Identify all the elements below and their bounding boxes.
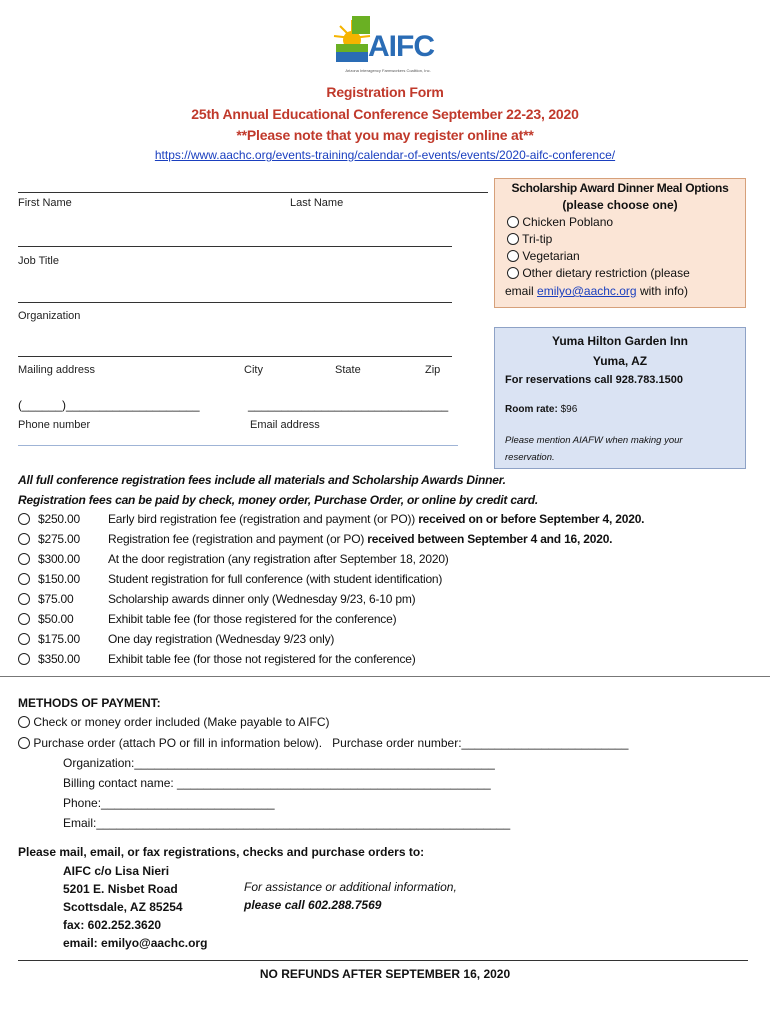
hotel-box [494, 327, 746, 469]
email-field[interactable]: ______________________________ [248, 398, 449, 412]
assist-text-2: please call 602.288.7569 [244, 898, 382, 912]
phone-field[interactable]: (______)____________________ [18, 398, 200, 412]
meal-option-chicken[interactable]: Chicken Poblano [507, 215, 613, 229]
radio-icon[interactable] [18, 553, 30, 565]
fee-description: Scholarship awards dinner only (Wednesday 9/23, 6-10 pm) [108, 592, 416, 606]
section-divider [0, 676, 770, 677]
radio-icon[interactable] [507, 233, 519, 245]
registration-url-link[interactable]: https://www.aachc.org/events-training/calendar-of-events/events/2020-aifc-conference/ [154, 148, 616, 162]
fee-option[interactable] [18, 572, 443, 592]
fee-option[interactable] [18, 612, 397, 632]
payment-option-po[interactable]: Purchase order (attach PO or fill in information below). Purchase order number:_________________________ [18, 736, 628, 750]
fee-description: At the door registration (any registration after September 18, 2020) [108, 552, 449, 566]
fee-description: Exhibit table fee (for those registered for the conference) [108, 612, 397, 626]
radio-icon[interactable] [18, 633, 30, 645]
po-organization-field[interactable]: Organization:______________________________________________________ [63, 756, 495, 770]
state-label: State [335, 364, 361, 376]
mail-heading: Please mail, email, or fax registrations, checks and purchase orders to: [18, 845, 425, 859]
job-title-label: Job Title [18, 255, 59, 267]
organization-field-line[interactable] [18, 356, 452, 357]
mail-address-block [63, 862, 207, 952]
fees-intro-2: Registration fees can be paid by check, money order, Purchase Order, or online by credit card. [18, 493, 539, 507]
fee-price: $350.00 [38, 652, 80, 666]
aifc-logo [330, 16, 442, 80]
meal-email-line: email emilyo@aachc.org with info) [505, 284, 688, 298]
fee-option[interactable] [18, 652, 416, 672]
radio-icon[interactable] [18, 653, 30, 665]
radio-icon[interactable] [18, 613, 30, 625]
mail-line: 5201 E. Nisbet Road [63, 882, 178, 896]
fee-description: One day registration (Wednesday 9/23 only) [108, 632, 335, 646]
fee-option[interactable] [18, 532, 613, 552]
po-billing-field[interactable]: Billing contact name: _______________________________________________ [63, 776, 491, 790]
po-phone-field[interactable]: Phone:__________________________ [63, 796, 275, 810]
fee-option[interactable] [18, 512, 645, 532]
conference-title: 25th Annual Educational Conference September 22-23, 2020 [191, 106, 579, 122]
form-title: Registration Form [326, 84, 444, 100]
po-email-field[interactable]: Email:______________________________________________________________ [63, 816, 511, 830]
field-divider [18, 445, 458, 446]
mail-line: Scottsdale, AZ 85254 [63, 900, 183, 914]
radio-icon[interactable] [18, 573, 30, 585]
fee-price: $75.00 [38, 592, 74, 606]
fee-description: Student registration for full conference (with student identification) [108, 572, 443, 586]
fee-option[interactable] [18, 592, 416, 612]
city-label: City [244, 364, 263, 376]
fee-option[interactable] [18, 552, 449, 572]
fee-price: $50.00 [38, 612, 74, 626]
fee-description: Registration fee (registration and payment (or PO) received between September 4 and 16, 2020. [108, 532, 613, 546]
fee-price: $175.00 [38, 632, 80, 646]
footer-divider [18, 960, 748, 961]
radio-icon[interactable] [507, 250, 519, 262]
radio-icon[interactable] [18, 513, 30, 525]
last-name-label: Last Name [290, 197, 344, 209]
mail-line: AIFC c/o Lisa Nieri [63, 864, 170, 878]
mail-line: email: emilyo@aachc.org [63, 936, 208, 950]
fee-price: $150.00 [38, 572, 80, 586]
name-field-line[interactable] [18, 246, 452, 247]
email-address-label: Email address [250, 419, 320, 431]
payment-option-check[interactable]: Check or money order included (Make payable to AIFC) [18, 715, 329, 729]
payment-heading: METHODS OF PAYMENT: [18, 696, 161, 710]
radio-icon[interactable] [18, 533, 30, 545]
meal-email-link[interactable]: emilyo@aachc.org [537, 284, 637, 298]
zip-label: Zip [425, 364, 441, 376]
fees-intro-1: All full conference registration fees include all materials and Scholarship Awards Dinner. [18, 473, 506, 487]
radio-icon[interactable] [18, 593, 30, 605]
radio-icon[interactable] [18, 737, 30, 749]
meal-option-other[interactable]: Other dietary restriction (please [507, 266, 690, 280]
radio-icon[interactable] [507, 216, 519, 228]
hotel-city: Yuma, AZ [592, 354, 648, 368]
fee-price: $250.00 [38, 512, 80, 526]
organization-label: Organization [18, 310, 81, 322]
mailing-address-label: Mailing address [18, 364, 96, 376]
meal-options-box [494, 178, 746, 308]
fee-option[interactable] [18, 632, 335, 652]
logo-tagline: Arizona Interagency Farmworkers Coalition, Inc. [345, 68, 431, 73]
hotel-name: Yuma Hilton Garden Inn [551, 334, 688, 348]
job-title-field-line[interactable] [18, 302, 452, 303]
no-refunds-notice: NO REFUNDS AFTER SEPTEMBER 16, 2020 [259, 967, 511, 981]
radio-icon[interactable] [18, 716, 30, 728]
fee-description: Early bird registration fee (registration and payment (or PO)) received on or before September 4, 2020. [108, 512, 645, 526]
fee-price: $300.00 [38, 552, 80, 566]
room-rate: Room rate: $96 [505, 404, 578, 415]
fee-price: $275.00 [38, 532, 80, 546]
fee-description: Exhibit table fee (for those not registered for the conference) [108, 652, 416, 666]
meal-option-tritip[interactable]: Tri-tip [507, 232, 552, 246]
top-divider [18, 192, 488, 193]
online-note: **Please note that you may register online at** [236, 127, 534, 143]
hotel-reservations: For reservations call 928.783.1500 [505, 374, 683, 386]
first-name-label: First Name [18, 197, 72, 209]
phone-number-label: Phone number [18, 419, 91, 431]
logo-text: AIFC [368, 30, 434, 63]
meal-box-title: Scholarship Award Dinner Meal Options [511, 181, 729, 195]
assist-text-1: For assistance or additional information, [244, 880, 457, 894]
radio-icon[interactable] [507, 267, 519, 279]
mail-line: fax: 602.252.3620 [63, 918, 162, 932]
meal-option-vegetarian[interactable]: Vegetarian [507, 249, 580, 263]
meal-box-subtitle: (please choose one) [562, 198, 678, 212]
hotel-note: Please mention AIAFW when making your reservation. [505, 435, 683, 463]
